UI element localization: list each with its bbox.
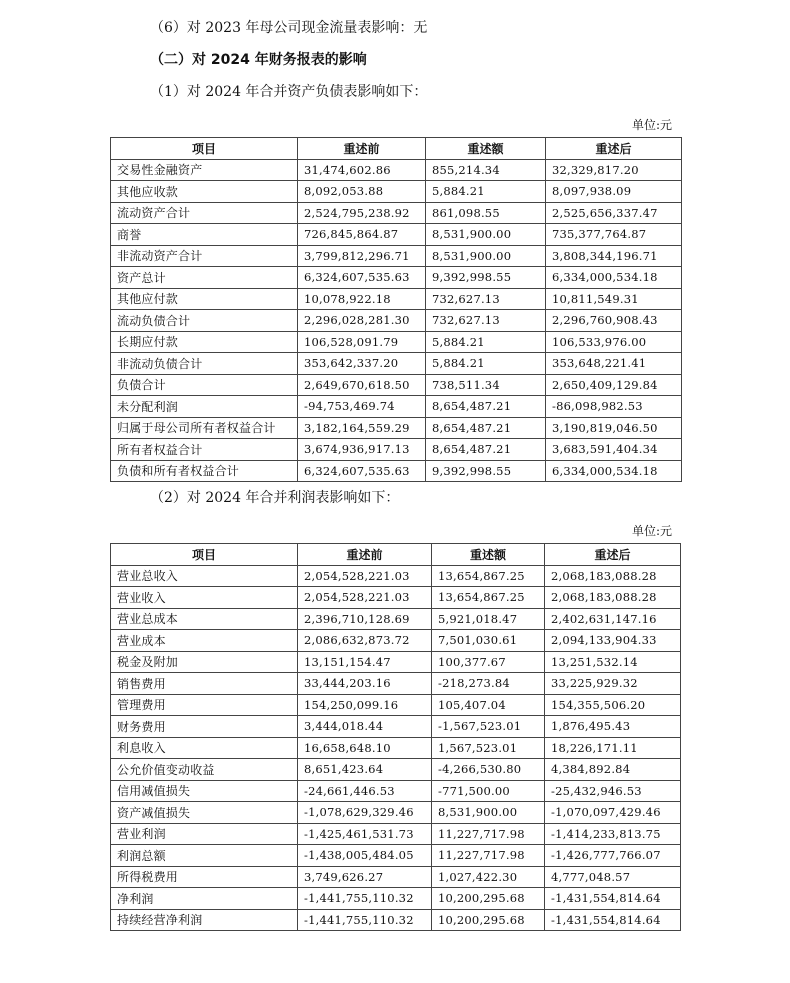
cell-after: 33,225,929.32 <box>545 673 681 695</box>
cell-before: 2,649,670,618.50 <box>298 374 426 396</box>
header-item: 项目 <box>111 138 298 160</box>
cell-adjustment: 11,227,717.98 <box>432 845 545 867</box>
cell-after: 2,296,760,908.43 <box>546 310 682 332</box>
cell-item: 交易性金融资产 <box>111 159 298 181</box>
cell-item: 公允价值变动收益 <box>111 759 298 781</box>
cell-adjustment: -218,273.84 <box>432 673 545 695</box>
cell-adjustment: 8,531,900.00 <box>426 245 546 267</box>
cell-after: 3,808,344,196.71 <box>546 245 682 267</box>
cell-before: 154,250,099.16 <box>298 694 432 716</box>
table-row <box>111 439 682 461</box>
cell-before: 3,674,936,917.13 <box>298 439 426 461</box>
cell-after: 2,650,409,129.84 <box>546 374 682 396</box>
table-row <box>111 845 681 867</box>
cell-before: 2,054,528,221.03 <box>298 587 432 609</box>
cell-after: -1,431,554,814.64 <box>545 888 681 910</box>
table-row <box>111 716 681 738</box>
paragraph-income-statement-intro: （2）对 2024 年合并利润表影响如下： <box>150 490 400 506</box>
cell-before: 3,444,018.44 <box>298 716 432 738</box>
cell-item: 流动负债合计 <box>111 310 298 332</box>
cell-adjustment: 738,511.34 <box>426 374 546 396</box>
paragraph-balance-sheet-intro: （1）对 2024 年合并资产负债表影响如下： <box>150 84 428 100</box>
cell-after: -1,414,233,813.75 <box>545 823 681 845</box>
cell-item: 负债和所有者权益合计 <box>111 460 298 482</box>
cell-adjustment: 9,392,998.55 <box>426 267 546 289</box>
header-adjustment: 重述额 <box>426 138 546 160</box>
cell-before: 2,396,710,128.69 <box>298 608 432 630</box>
cell-before: 3,749,626.27 <box>298 866 432 888</box>
cell-item: 利息收入 <box>111 737 298 759</box>
cell-before: -1,441,755,110.32 <box>298 888 432 910</box>
cell-before: 8,651,423.64 <box>298 759 432 781</box>
cell-before: 6,324,607,535.63 <box>298 460 426 482</box>
cell-after: 1,876,495.43 <box>545 716 681 738</box>
cell-before: 2,524,795,238.92 <box>298 202 426 224</box>
table-row <box>111 909 681 931</box>
cell-adjustment: 855,214.34 <box>426 159 546 181</box>
cell-adjustment: 11,227,717.98 <box>432 823 545 845</box>
cell-item: 营业利润 <box>111 823 298 845</box>
cell-before: -1,438,005,484.05 <box>298 845 432 867</box>
cell-item: 所有者权益合计 <box>111 439 298 461</box>
cell-item: 长期应付款 <box>111 331 298 353</box>
cell-item: 营业成本 <box>111 630 298 652</box>
header-before: 重述前 <box>298 544 432 566</box>
cell-before: -94,753,469.74 <box>298 396 426 418</box>
cell-adjustment: 8,654,487.21 <box>426 439 546 461</box>
cell-after: 4,384,892.84 <box>545 759 681 781</box>
table-header-row <box>111 544 681 566</box>
header-after: 重述后 <box>545 544 681 566</box>
table-row <box>111 353 682 375</box>
cell-adjustment: 7,501,030.61 <box>432 630 545 652</box>
cell-after: 3,683,591,404.34 <box>546 439 682 461</box>
cell-adjustment: 5,884.21 <box>426 353 546 375</box>
cell-item: 持续经营净利润 <box>111 909 298 931</box>
table-row <box>111 396 682 418</box>
table-row <box>111 737 681 759</box>
cell-after: 8,097,938.09 <box>546 181 682 203</box>
cell-item: 财务费用 <box>111 716 298 738</box>
table-row <box>111 630 681 652</box>
cell-adjustment: 861,098.55 <box>426 202 546 224</box>
cell-before: -1,441,755,110.32 <box>298 909 432 931</box>
cell-item: 净利润 <box>111 888 298 910</box>
header-after: 重述后 <box>546 138 682 160</box>
cell-before: 6,324,607,535.63 <box>298 267 426 289</box>
cell-after: 10,811,549.31 <box>546 288 682 310</box>
table-row <box>111 202 682 224</box>
table-row <box>111 224 682 246</box>
cell-after: 2,094,133,904.33 <box>545 630 681 652</box>
cell-adjustment: 8,531,900.00 <box>426 224 546 246</box>
cell-item: 信用减值损失 <box>111 780 298 802</box>
cell-before: 16,658,648.10 <box>298 737 432 759</box>
cell-item: 负债合计 <box>111 374 298 396</box>
cell-adjustment: 5,884.21 <box>426 331 546 353</box>
cell-before: 106,528,091.79 <box>298 331 426 353</box>
table-row <box>111 159 682 181</box>
cell-after: 18,226,171.11 <box>545 737 681 759</box>
cell-after: 353,648,221.41 <box>546 353 682 375</box>
table-row <box>111 288 682 310</box>
cell-before: 3,799,812,296.71 <box>298 245 426 267</box>
table-row <box>111 374 682 396</box>
cell-item: 资产减值损失 <box>111 802 298 824</box>
cell-after: 6,334,000,534.18 <box>546 267 682 289</box>
cell-after: -86,098,982.53 <box>546 396 682 418</box>
unit-label-income-statement: 单位:元 <box>631 524 672 538</box>
cell-after: 2,525,656,337.47 <box>546 202 682 224</box>
cell-after: 735,377,764.87 <box>546 224 682 246</box>
cell-item: 其他应收款 <box>111 181 298 203</box>
cell-item: 资产总计 <box>111 267 298 289</box>
cell-before: 726,845,864.87 <box>298 224 426 246</box>
table-header-row <box>111 138 682 160</box>
cell-after: 13,251,532.14 <box>545 651 681 673</box>
section-heading-2024-impact: （二）对 2024 年财务报表的影响 <box>150 52 367 68</box>
cell-before: -1,425,461,531.73 <box>298 823 432 845</box>
income-statement-table <box>110 543 681 931</box>
cell-adjustment: 1,027,422.30 <box>432 866 545 888</box>
table-row <box>111 608 681 630</box>
cell-adjustment: 10,200,295.68 <box>432 909 545 931</box>
cell-adjustment: 10,200,295.68 <box>432 888 545 910</box>
cell-item: 非流动负债合计 <box>111 353 298 375</box>
cell-adjustment: 105,407.04 <box>432 694 545 716</box>
cell-adjustment: 13,654,867.25 <box>432 587 545 609</box>
cell-item: 商誉 <box>111 224 298 246</box>
cell-adjustment: -771,500.00 <box>432 780 545 802</box>
cell-after: 154,355,506.20 <box>545 694 681 716</box>
cell-item: 税金及附加 <box>111 651 298 673</box>
cell-item: 管理费用 <box>111 694 298 716</box>
cell-item: 销售费用 <box>111 673 298 695</box>
cell-adjustment: 8,531,900.00 <box>432 802 545 824</box>
cell-adjustment: 13,654,867.25 <box>432 565 545 587</box>
paragraph-parent-cashflow-2023: （6）对 2023 年母公司现金流量表影响：无 <box>150 20 428 36</box>
cell-after: -25,432,946.53 <box>545 780 681 802</box>
cell-before: 2,296,028,281.30 <box>298 310 426 332</box>
cell-item: 流动资产合计 <box>111 202 298 224</box>
cell-before: 8,092,053.88 <box>298 181 426 203</box>
unit-label-balance-sheet: 单位:元 <box>631 118 672 132</box>
table-row <box>111 245 682 267</box>
table-row <box>111 888 681 910</box>
cell-item: 营业总收入 <box>111 565 298 587</box>
cell-item: 所得税费用 <box>111 866 298 888</box>
table-row <box>111 181 682 203</box>
table-row <box>111 460 682 482</box>
cell-adjustment: 8,654,487.21 <box>426 396 546 418</box>
cell-after: 4,777,048.57 <box>545 866 681 888</box>
table-row <box>111 310 682 332</box>
cell-before: 3,182,164,559.29 <box>298 417 426 439</box>
cell-adjustment: 1,567,523.01 <box>432 737 545 759</box>
cell-after: 6,334,000,534.18 <box>546 460 682 482</box>
cell-before: -1,078,629,329.46 <box>298 802 432 824</box>
cell-after: 2,068,183,088.28 <box>545 587 681 609</box>
cell-adjustment: 9,392,998.55 <box>426 460 546 482</box>
cell-item: 未分配利润 <box>111 396 298 418</box>
cell-adjustment: -1,567,523.01 <box>432 716 545 738</box>
cell-adjustment: 5,884.21 <box>426 181 546 203</box>
cell-after: 2,402,631,147.16 <box>545 608 681 630</box>
cell-before: 10,078,922.18 <box>298 288 426 310</box>
cell-item: 其他应付款 <box>111 288 298 310</box>
cell-before: 33,444,203.16 <box>298 673 432 695</box>
table-row <box>111 565 681 587</box>
cell-item: 营业总成本 <box>111 608 298 630</box>
table-row <box>111 267 682 289</box>
table-row <box>111 759 681 781</box>
table-row <box>111 417 682 439</box>
cell-item: 营业收入 <box>111 587 298 609</box>
cell-before: -24,661,446.53 <box>298 780 432 802</box>
balance-sheet-table <box>110 137 682 482</box>
cell-before: 2,086,632,873.72 <box>298 630 432 652</box>
cell-adjustment: -4,266,530.80 <box>432 759 545 781</box>
cell-before: 353,642,337.20 <box>298 353 426 375</box>
table-row <box>111 780 681 802</box>
cell-before: 13,151,154.47 <box>298 651 432 673</box>
cell-item: 非流动资产合计 <box>111 245 298 267</box>
table-row <box>111 587 681 609</box>
cell-adjustment: 8,654,487.21 <box>426 417 546 439</box>
cell-adjustment: 732,627.13 <box>426 288 546 310</box>
cell-after: -1,070,097,429.46 <box>545 802 681 824</box>
cell-adjustment: 5,921,018.47 <box>432 608 545 630</box>
header-item: 项目 <box>111 544 298 566</box>
cell-item: 利润总额 <box>111 845 298 867</box>
cell-after: 32,329,817.20 <box>546 159 682 181</box>
cell-after: 106,533,976.00 <box>546 331 682 353</box>
cell-adjustment: 100,377.67 <box>432 651 545 673</box>
cell-before: 2,054,528,221.03 <box>298 565 432 587</box>
table-row <box>111 866 681 888</box>
cell-before: 31,474,602.86 <box>298 159 426 181</box>
cell-item: 归属于母公司所有者权益合计 <box>111 417 298 439</box>
header-adjustment: 重述额 <box>432 544 545 566</box>
table-row <box>111 673 681 695</box>
table-row <box>111 823 681 845</box>
cell-after: 3,190,819,046.50 <box>546 417 682 439</box>
cell-after: -1,431,554,814.64 <box>545 909 681 931</box>
cell-adjustment: 732,627.13 <box>426 310 546 332</box>
header-before: 重述前 <box>298 138 426 160</box>
cell-after: 2,068,183,088.28 <box>545 565 681 587</box>
table-row <box>111 651 681 673</box>
table-row <box>111 802 681 824</box>
cell-after: -1,426,777,766.07 <box>545 845 681 867</box>
table-row <box>111 694 681 716</box>
table-row <box>111 331 682 353</box>
